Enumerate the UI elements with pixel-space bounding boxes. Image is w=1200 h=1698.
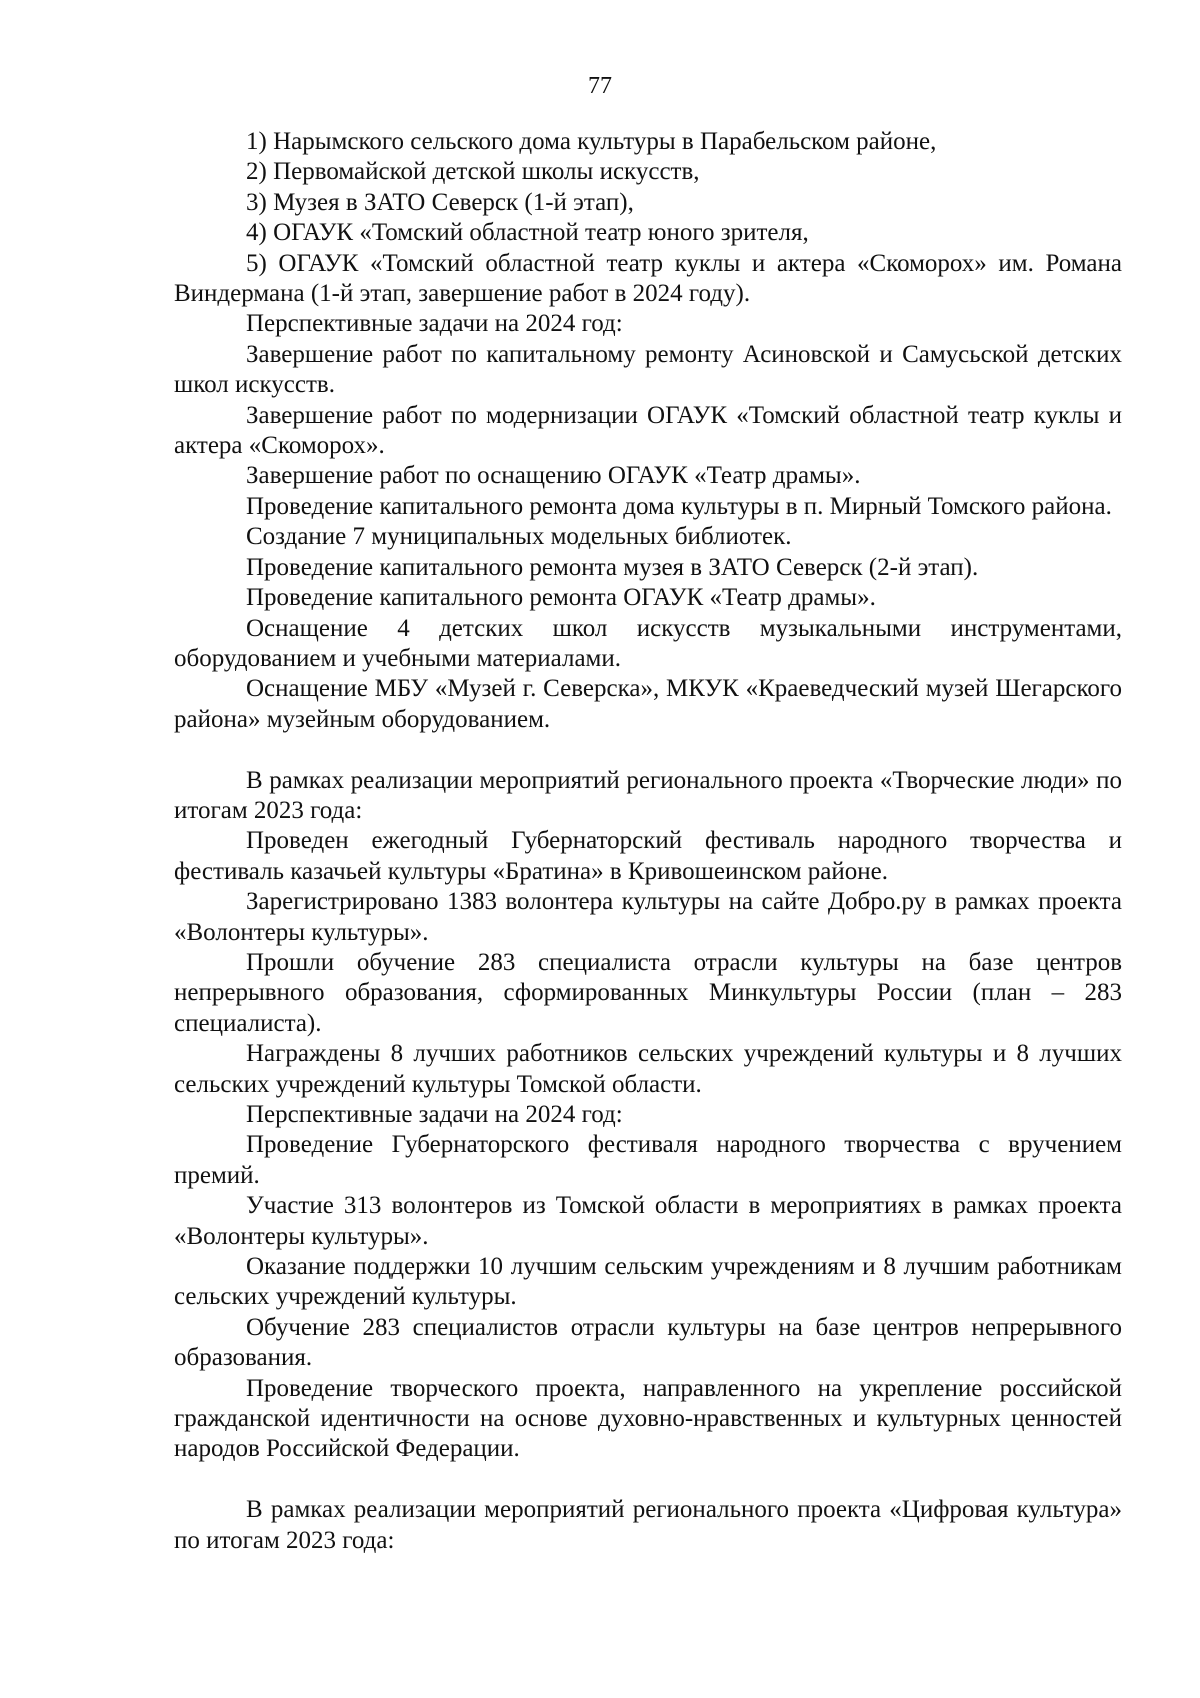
paragraph: Завершение работ по модернизации ОГАУК «Томский областной театр куклы и актера «Скоморох». [174, 401, 1122, 460]
paragraph: Зарегистрировано 1383 волонтера культуры на сайте Добро.ру в рамках проекта «Волонтеры культуры». [174, 888, 1122, 946]
paragraph: Перспективные задачи на 2024 год: [246, 310, 623, 338]
paragraph: Завершение работ по капитальному ремонту Асиновской и Самусьской детских школ искусств. [174, 340, 1122, 399]
paragraph: Создание 7 муниципальных модельных библиотек. [246, 523, 792, 551]
paragraph: 4) ОГАУК «Томский областной театр юного зрителя, [246, 219, 809, 247]
paragraph: Проведение творческого проекта, направленного на укрепление российской гражданской идентичности на основе духовно-нравственных и культурных ценностей народов Российской Федерации. [174, 1374, 1122, 1463]
paragraph: Обучение 283 специалистов отрасли культуры на базе центров непрерывного образования. [174, 1313, 1122, 1372]
paragraph: Завершение работ по оснащению ОГАУК «Театр драмы». [246, 462, 861, 490]
paragraph: Награждены 8 лучших работников сельских учреждений культуры и 8 лучших сельских учреждений культуры Томской области. [174, 1040, 1122, 1098]
paragraph: Перспективные задачи на 2024 год: [246, 1100, 623, 1128]
paragraph: Оснащение 4 детских школ искусств музыкальными инструментами, оборудованием и учебными материалами. [174, 614, 1122, 672]
paragraph: Проведение капитального ремонта музея в ЗАТО Северск (2-й этап). [246, 553, 979, 581]
paragraph: 2) Первомайской детской школы искусств, [246, 158, 700, 186]
section-intro-paragraph: В рамках реализации мероприятий регионального проекта «Творческие люди» по итогам 2023 года: [174, 766, 1122, 824]
paragraph: Участие 313 волонтеров из Томской области в мероприятиях в рамках проекта «Волонтеры культуры». [174, 1192, 1122, 1250]
document-body [174, 127, 1122, 1556]
paragraph: Проведен ежегодный Губернаторский фестиваль народного творчества и фестиваль казачьей культуры «Братина» в Кривошеинском районе. [174, 827, 1122, 885]
paragraph: 3) Музея в ЗАТО Северск (1-й этап), [246, 188, 634, 216]
paragraph: Прошли обучение 283 специалиста отрасли культуры на базе центров непрерывного образования, сформированных Минкультуры России (план – 283 специалиста). [174, 948, 1122, 1037]
paragraph: Оказание поддержки 10 лучшим сельским учреждениям и 8 лучшим работникам сельских учреждений культуры. [174, 1253, 1122, 1311]
section-intro-paragraph: В рамках реализации мероприятий регионального проекта «Цифровая культура» по итогам 2023 года: [174, 1496, 1122, 1554]
paragraph: Оснащение МБУ «Музей г. Северска», МКУК «Краеведческий музей Шегарского района» музейным оборудованием. [174, 675, 1122, 733]
paragraph: Проведение капитального ремонта дома культуры в п. Мирный Томского района. [246, 492, 1112, 520]
paragraph: Проведение капитального ремонта ОГАУК «Театр драмы». [246, 584, 876, 612]
paragraph: Проведение Губернаторского фестиваля народного творчества с вручением премий. [174, 1131, 1122, 1189]
paragraph: 1) Нарымского сельского дома культуры в Парабельском районе, [246, 128, 937, 155]
paragraph: 5) ОГАУК «Томский областной театр куклы и актера «Скоморох» им. Романа Виндермана (1-й этап, завершение работ в 2024 году). [174, 249, 1122, 308]
page-number: 77 [588, 73, 612, 99]
